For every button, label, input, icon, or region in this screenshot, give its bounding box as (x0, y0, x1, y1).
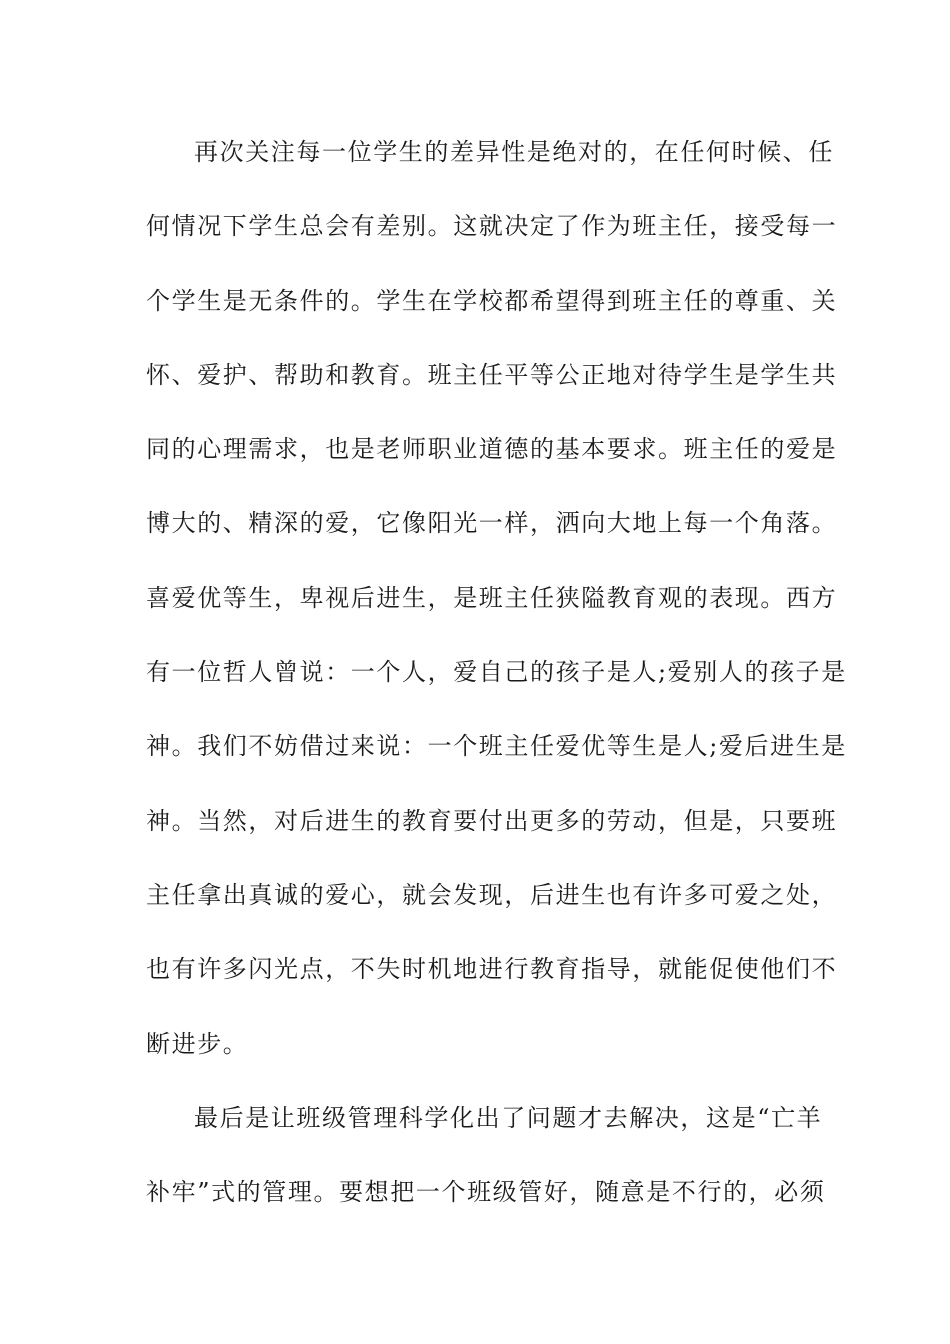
paragraph-1-line-3: 个学生是无条件的。学生在学校都希望得到班主任的尊重、关 (146, 287, 838, 315)
paragraph-2-line-2: 补牢”式的管理。要想把一个班级管好，随意是不行的，必须 (146, 1178, 826, 1206)
paragraph-1-line-8: 有一位哲人曾说：一个人，爱自己的孩子是人;爱别人的孩子是 (146, 658, 847, 686)
paragraph-1-line-1: 再次关注每一位学生的差异性是绝对的，在任何时候、任 (194, 138, 834, 166)
paragraph-1-line-9: 神。我们不妨借过来说：一个班主任爱优等生是人;爱后进生是 (146, 732, 847, 760)
paragraph-1-line-2: 何情况下学生总会有差别。这就决定了作为班主任，接受每一 (146, 212, 838, 240)
paragraph-1-line-13: 断进步。 (146, 1030, 249, 1058)
paragraph-1-line-5: 同的心理需求，也是老师职业道德的基本要求。班主任的爱是 (146, 435, 838, 463)
paragraph-1-line-6: 博大的、精深的爱，它像阳光一样，洒向大地上每一个角落。 (146, 509, 838, 537)
paragraph-1-line-12: 也有许多闪光点，不失时机地进行教育指导，就能促使他们不 (146, 955, 838, 983)
paragraph-1-line-11: 主任拿出真诚的爱心，就会发现，后进生也有许多可爱之处， (146, 881, 838, 909)
paragraph-1-line-4: 怀、爱护、帮助和教育。班主任平等公正地对待学生是学生共 (146, 361, 838, 389)
paragraph-2-line-1: 最后是让班级管理科学化出了问题才去解决，这是“亡羊 (194, 1104, 823, 1132)
paragraph-1-line-10: 神。当然，对后进生的教育要付出更多的劳动，但是，只要班 (146, 807, 838, 835)
paragraph-1-line-7: 喜爱优等生，卑视后进生，是班主任狭隘教育观的表现。西方 (146, 584, 838, 612)
